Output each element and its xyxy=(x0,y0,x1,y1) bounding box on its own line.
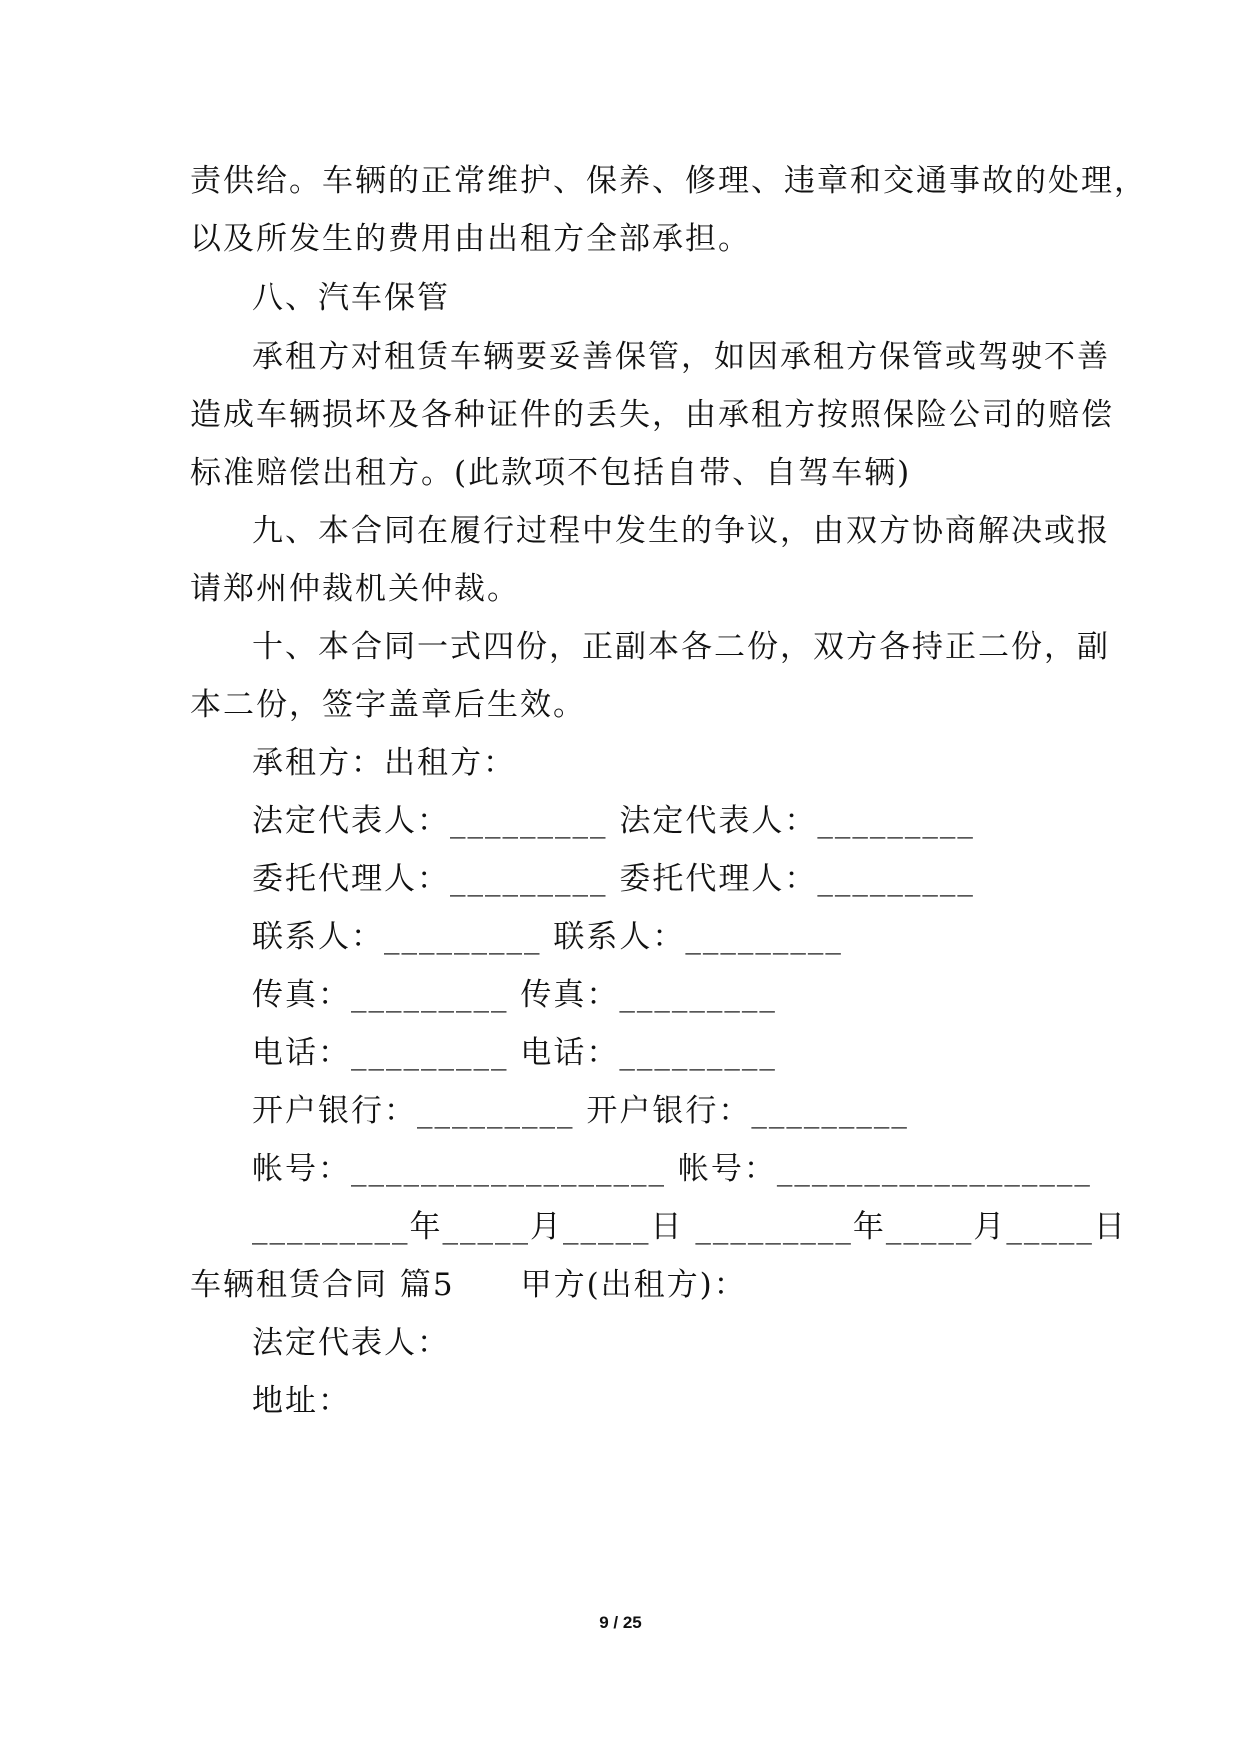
signature-field-date: _________年_____月_____日 _________年_____月_____日 xyxy=(252,1209,1127,1245)
text-line: 承租方对租赁车辆要妥善保管，如因承租方保管或驾驶不善 xyxy=(252,339,1110,375)
page-number: 9 / 25 xyxy=(599,1613,642,1632)
text-line: 本二份，签字盖章后生效。 xyxy=(190,687,586,723)
text-line: 造成车辆损坏及各种证件的丢失，由承租方按照保险公司的赔偿 xyxy=(190,397,1114,433)
text-line: 以及所发生的费用由出租方全部承担。 xyxy=(190,221,751,257)
address-field: 地址： xyxy=(252,1383,351,1419)
text-line: 九、本合同在履行过程中发生的争议，由双方协商解决或报 xyxy=(252,513,1110,549)
contract-title-line: 车辆租赁合同 篇5 甲方(出租方)： xyxy=(190,1267,747,1303)
document-body xyxy=(190,152,1147,1430)
text-line: 标准赔偿出租方。(此款项不包括自带、自驾车辆) xyxy=(190,455,912,491)
legal-representative-field: 法定代表人： xyxy=(252,1325,450,1361)
signature-field-phone: 电话：_________ 电话：_________ xyxy=(252,1035,777,1071)
text-line: 请郑州仲裁机关仲裁。 xyxy=(190,571,520,607)
section-heading: 八、汽车保管 xyxy=(252,280,450,316)
signature-field-fax: 传真：_________ 传真：_________ xyxy=(252,977,777,1013)
signature-field-account: 帐号：__________________ 帐号：__________________ xyxy=(252,1151,1092,1187)
signature-field-legal-rep: 法定代表人：_________ 法定代表人：_________ xyxy=(252,803,975,839)
signature-field-agent: 委托代理人：_________ 委托代理人：_________ xyxy=(252,861,975,897)
text-line: 责供给。车辆的正常维护、保养、修理、违章和交通事故的处理， xyxy=(190,163,1147,199)
signature-parties: 承租方：出租方： xyxy=(252,745,516,781)
signature-field-contact: 联系人：_________ 联系人：_________ xyxy=(252,919,843,955)
signature-field-bank: 开户银行：_________ 开户银行：_________ xyxy=(252,1093,909,1129)
text-line: 十、本合同一式四份，正副本各二份，双方各持正二份，副 xyxy=(252,629,1110,665)
